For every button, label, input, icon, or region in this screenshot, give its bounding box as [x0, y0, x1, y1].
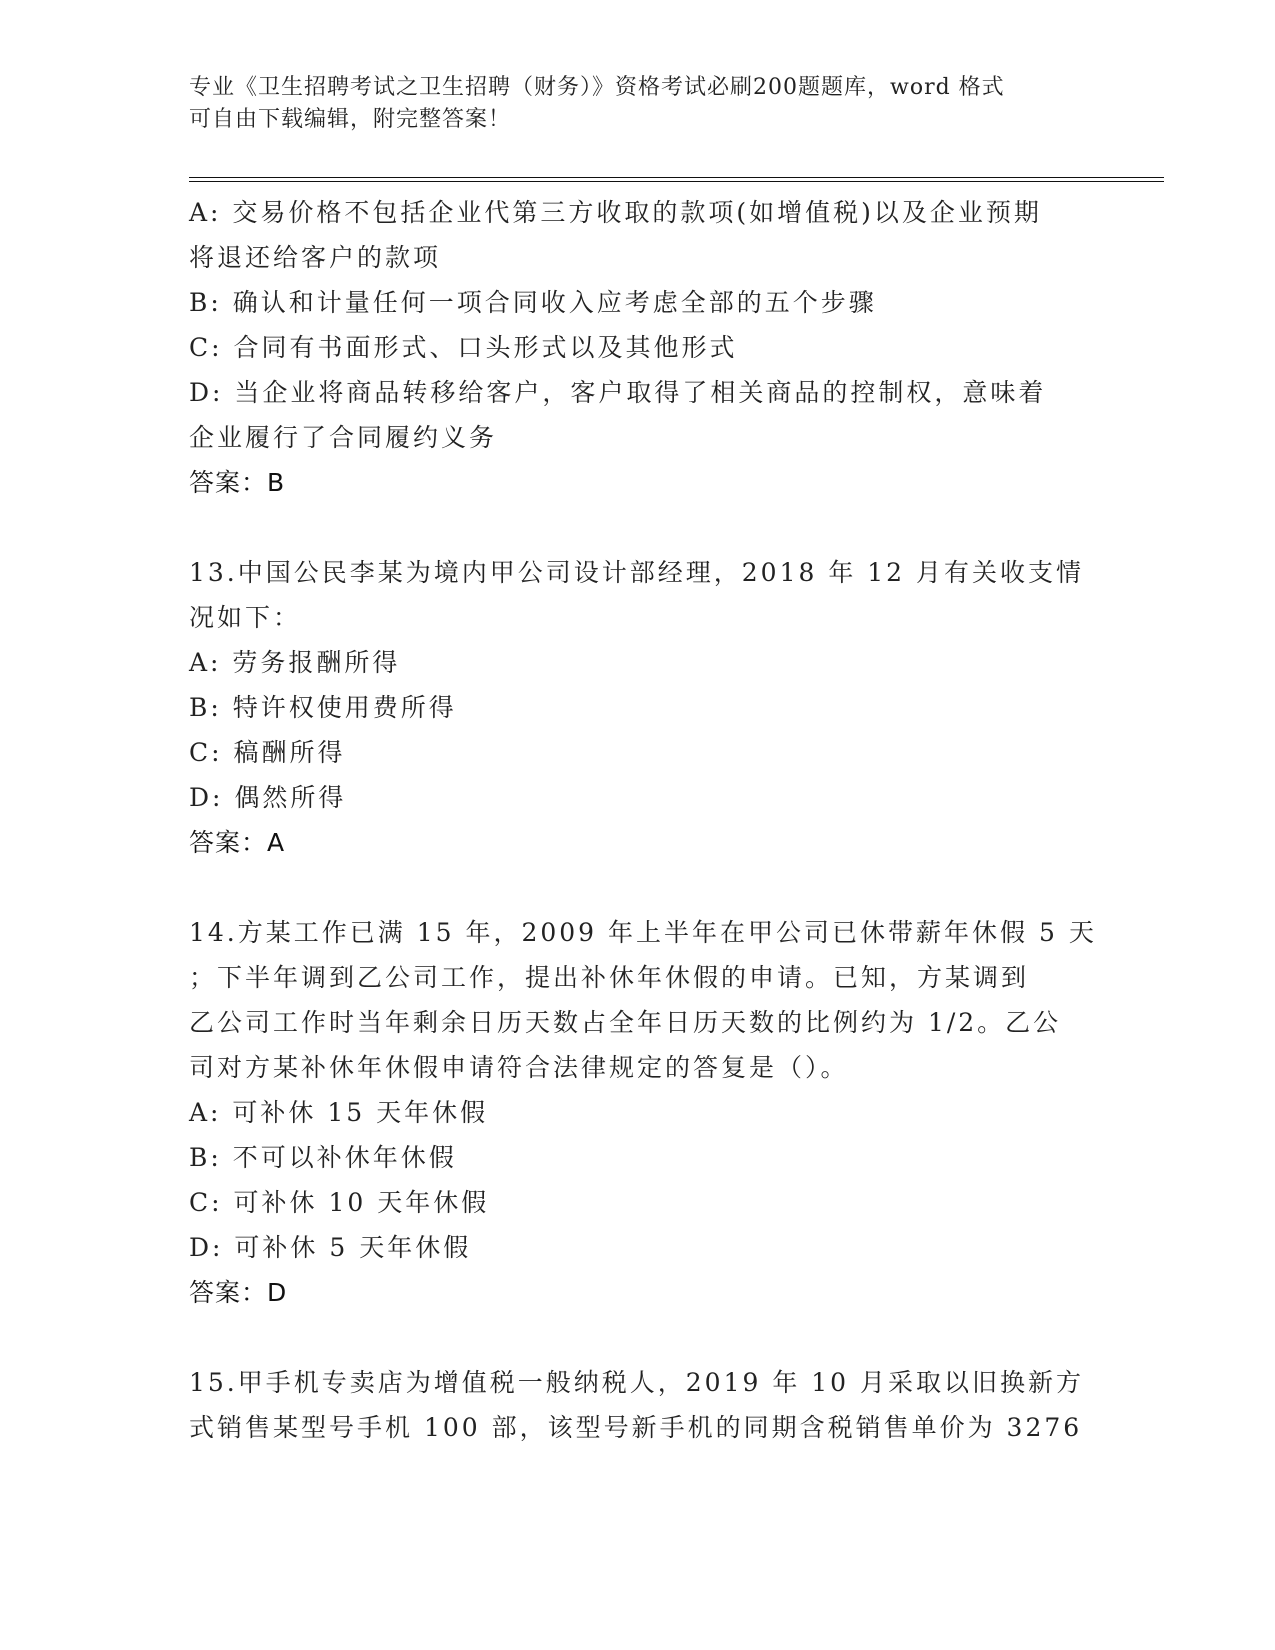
- question-body: [189, 190, 1097, 1450]
- option-d: D: 可补休 5 天年休假: [189, 1233, 472, 1262]
- block-spacer: [189, 505, 1089, 550]
- option-b: B: 确认和计量任何一项合同收入应考虑全部的五个步骤: [189, 288, 877, 317]
- question-text-line-1: 14.方某工作已满 15 年，2009 年上半年在甲公司已休带薪年休假 5 天: [189, 918, 1097, 947]
- block-spacer: [189, 865, 1089, 910]
- option-a: A: 可补休 15 天年休假: [189, 1098, 489, 1127]
- header-line-1: 专业《卫生招聘考试之卫生招聘（财务）》资格考试必刷200题题库，word 格式: [189, 75, 1005, 100]
- block-spacer: [189, 1315, 1089, 1360]
- answer-label: 答案：D: [189, 1278, 288, 1307]
- option-d-line-1: D: 当企业将商品转移给客户，客户取得了相关商品的控制权，意味着: [189, 378, 1047, 407]
- option-b: B: 特许权使用费所得: [189, 693, 457, 722]
- option-d: D: 偶然所得: [189, 783, 347, 812]
- question-text-line-2: 式销售某型号手机 100 部，该型号新手机的同期含税销售单价为 3276: [189, 1413, 1083, 1442]
- option-d-line-2: 企业履行了合同履约义务: [189, 423, 498, 452]
- answer-label: 答案：B: [189, 468, 286, 497]
- header-rule-bottom: [189, 181, 1164, 182]
- question-text-line-1: 13.中国公民李某为境内甲公司设计部经理，2018 年 12 月有关收支情: [189, 558, 1085, 587]
- header-line-2: 可自由下载编辑，附完整答案！: [189, 107, 512, 132]
- answer-label: 答案：A: [189, 828, 286, 857]
- document-header: [189, 72, 1089, 136]
- option-a-line-1: A: 交易价格不包括企业代第三方收取的款项(如增值税)以及企业预期: [189, 198, 1042, 227]
- header-rule-top: [189, 177, 1164, 178]
- option-a: A: 劳务报酬所得: [189, 648, 401, 677]
- question-block-13: [189, 550, 1089, 865]
- question-text-line-4: 司对方某补休年休假申请符合法律规定的答复是（）。: [189, 1053, 849, 1082]
- option-b: B: 不可以补休年休假: [189, 1143, 457, 1172]
- question-text-line-1: 15.甲手机专卖店为增值税一般纳税人，2019 年 10 月采取以旧换新方: [189, 1368, 1085, 1397]
- question-block-14: [189, 910, 1097, 1315]
- option-c: C: 稿酬所得: [189, 738, 346, 767]
- question-text-line-2: ；下半年调到乙公司工作，提出补休年休假的申请。已知，方某调到: [189, 963, 1030, 992]
- option-a-line-2: 将退还给客户的款项: [189, 243, 442, 272]
- question-text-line-3: 乙公司工作时当年剩余日历天数占全年日历天数的比例约为 1/2。乙公: [189, 1008, 1062, 1037]
- option-c: C: 可补休 10 天年休假: [189, 1188, 490, 1217]
- question-block-12: [189, 190, 1089, 505]
- question-text-line-2: 况如下：: [189, 603, 302, 632]
- question-block-15: [189, 1360, 1089, 1450]
- option-c: C: 合同有书面形式、口头形式以及其他形式: [189, 333, 738, 362]
